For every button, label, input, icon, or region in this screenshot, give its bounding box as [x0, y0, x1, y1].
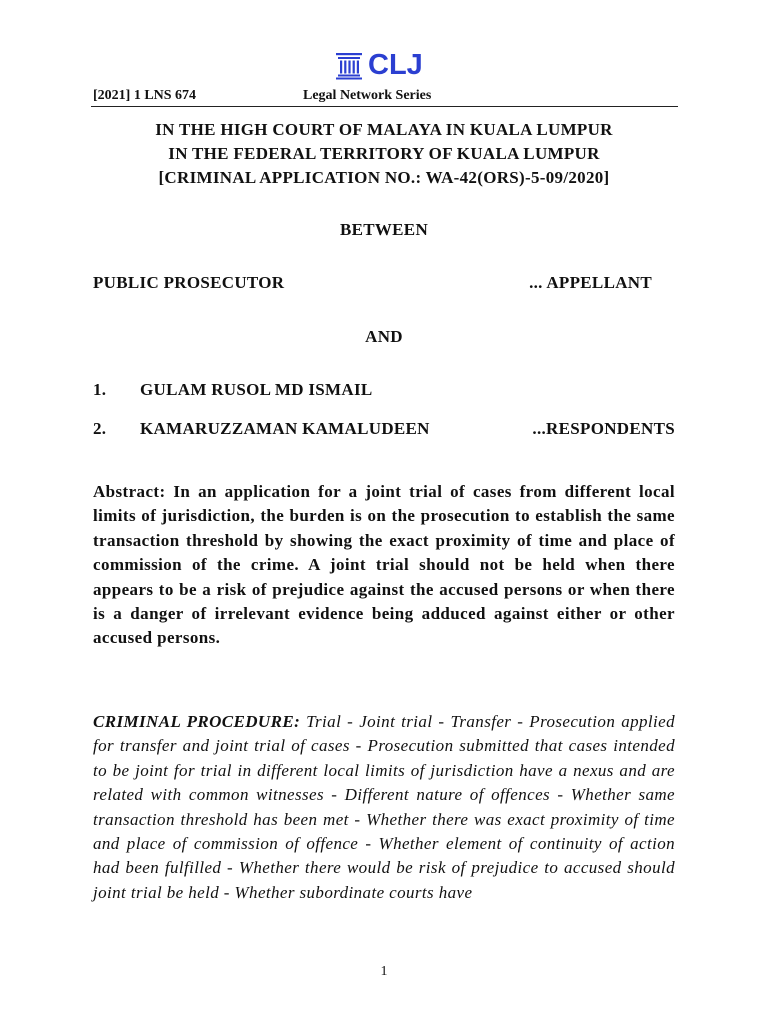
- court-line-3: [CRIMINAL APPLICATION NO.: WA-42(ORS)-5-09/2020]: [158, 168, 610, 187]
- page-number: 1: [380, 964, 388, 979]
- between-label: BETWEEN: [339, 220, 429, 239]
- header-divider: [91, 106, 678, 107]
- and-label: AND: [365, 327, 403, 346]
- logo-wordmark: CLJ: [368, 49, 423, 81]
- court-line-1: IN THE HIGH COURT OF MALAYA IN KUALA LUMPUR: [155, 120, 613, 139]
- respondent-name: KAMARUZZAMAN KAMALUDEEN: [140, 419, 430, 438]
- respondent-row-2: [93, 419, 675, 441]
- court-line-2: IN THE FEDERAL TERRITORY OF KUALA LUMPUR: [168, 144, 600, 163]
- respondent-number: 1.: [93, 380, 107, 399]
- court-heading: [93, 118, 675, 190]
- catchword-keyword: CRIMINAL PROCEDURE:: [93, 712, 301, 731]
- court-pillars-icon: [334, 50, 364, 80]
- respondent-row-1: [93, 380, 675, 402]
- case-citation: [2021] 1 LNS 674: [93, 88, 197, 103]
- respondents-role: ...RESPONDENTS: [532, 419, 675, 438]
- appellant-role: ... APPELLANT: [529, 273, 652, 292]
- respondent-number: 2.: [93, 419, 107, 438]
- clj-logo: [334, 50, 423, 80]
- catchwords-paragraph: [93, 710, 675, 905]
- series-title: Legal Network Series: [303, 88, 432, 103]
- abstract-paragraph: Abstract: In an application for a joint trial of cases from different local limits of jurisdiction, the burden is on the prosecution to establish the same transaction threshold by showing the exact proximity of time and place of commission of the crime. A joint trial should not be held when there appears to be a risk of prejudice against the accused persons or when there is a danger of irrelevant evidence being adduced against either or other accused persons.: [93, 482, 675, 648]
- appellant-row: [93, 273, 675, 295]
- appellant-name: PUBLIC PROSECUTOR: [93, 273, 285, 292]
- respondent-name: GULAM RUSOL MD ISMAIL: [140, 380, 373, 399]
- catchword-text: Trial - Joint trial - Transfer - Prosecution applied for transfer and joint trial of cases - Prosecution submitted that cases intended to be joint for trial in different local limits of jurisdiction have a nexus and are related with common witnesses - Different nature of offences - Whether same transaction threshold has been met - Whether there was exact proximity of time and place of commission of offence - Whether element of continuity of action had been fulfilled - Whether there would be risk of prejudice to accused should joint trial be held - Whether subordinate courts have: [93, 712, 675, 902]
